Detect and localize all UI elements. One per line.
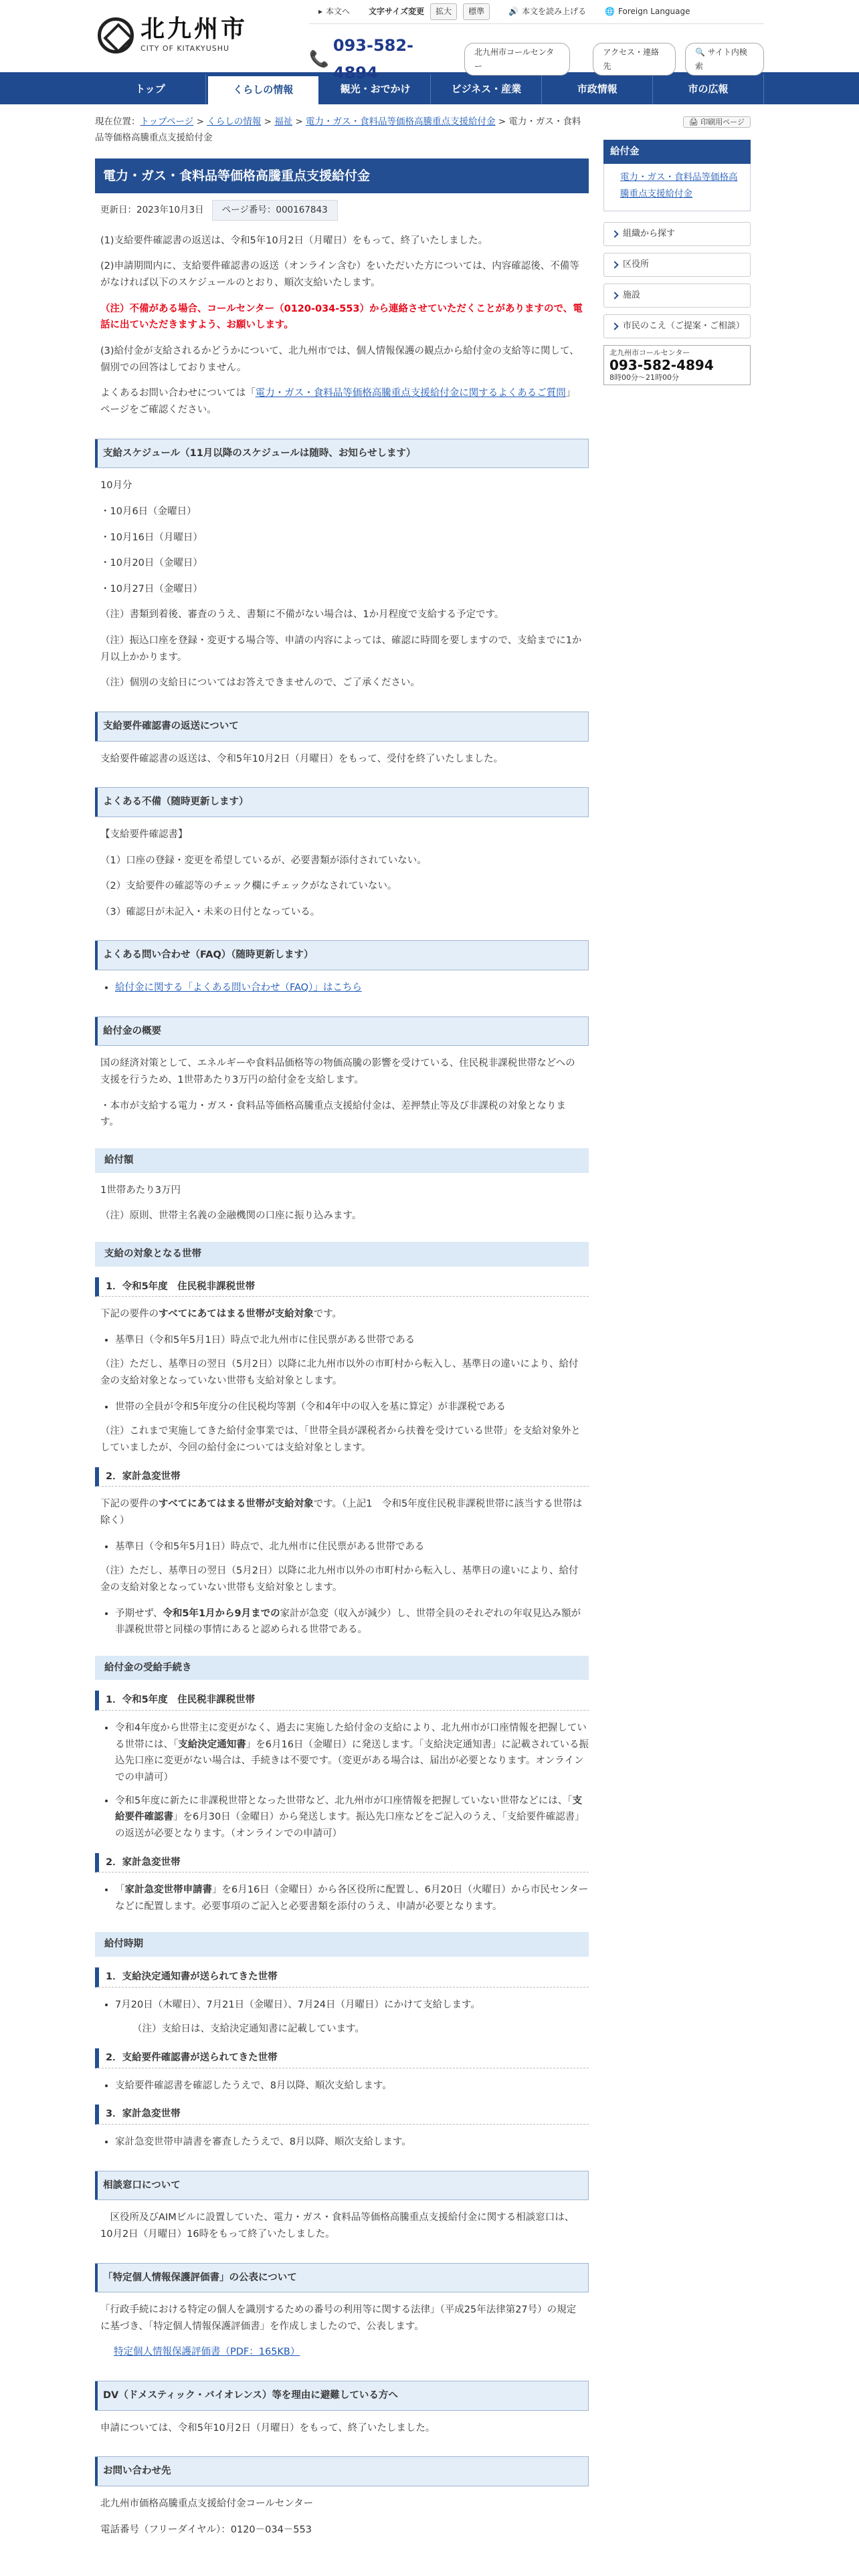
- b4b: 令和5年1月から9月までの: [163, 1608, 280, 1619]
- schedule-note: （注）振込口座を登録・変更する場合等、申請の内容によっては、確認に時間を要しますので、支給までに1か月以上かかります。: [100, 635, 582, 663]
- heading-timing-2: 2．支給要件確認書が送られてきた世帯: [95, 2048, 589, 2068]
- callcenter-button[interactable]: 北九州市コールセンター: [464, 43, 570, 76]
- faq-link[interactable]: 給付金に関する「よくある問い合わせ（FAQ）」はこちら: [115, 982, 362, 994]
- nontax-lead: [100, 1306, 583, 1323]
- sudden-list: [115, 1539, 589, 1555]
- citizen-voice-button[interactable]: 市民のこえ（ご提案・ご相談）: [603, 314, 751, 338]
- nav-pr[interactable]: 市の広報: [653, 74, 764, 104]
- fontsize-control: [359, 3, 499, 19]
- heading-counter: 相談窓口について: [95, 2171, 589, 2201]
- nontax-note: （注）これまで実施してきた給付金事業では、「世帯全員が課税者から扶養を受けている世帯」を支給対象外としていましたが、今回の給付金については支給対象とします。: [100, 1426, 581, 1454]
- schedule-month: 10月分: [100, 480, 132, 492]
- bc-link-life[interactable]: くらしの情報: [207, 116, 262, 127]
- nav-top[interactable]: トップ: [95, 74, 206, 104]
- tel-number: 093-582-4894: [332, 36, 414, 82]
- call-hours: 8時00分～21時00分: [609, 373, 679, 383]
- heading-nontax: 1．令和5年度 住民税非課税世帯: [95, 1277, 589, 1297]
- updated-date: 更新日：2023年10月3日: [100, 204, 204, 215]
- sudden-lead: [100, 1496, 583, 1529]
- defects-lead: 【支給要件確認書】: [100, 829, 188, 840]
- return-text: 支給要件確認書の返送は、令和5年10月2日（月曜日）をもって、受付を終了いたしました。: [100, 753, 504, 764]
- heading-schedule: 支給スケジュール（11月以降のスケジュールは随時、お知らせします）: [95, 439, 589, 469]
- heading-proc-nontax: 1．令和5年度 住民税非課税世帯: [95, 1691, 589, 1711]
- org-search-button[interactable]: 組織から探す: [603, 222, 751, 246]
- list-item: • 支給要件確認書を確認したうえで、8月以降、順次支給します。: [115, 2078, 589, 2095]
- list-item: • 世帯の全員が令和5年度分の住民税均等割（令和4年中の収入を基に算定）が非課税である: [115, 1399, 589, 1416]
- schedule-date: ・10月16日（月曜日）: [100, 532, 203, 543]
- amount-note: （注）原則、世帯主名義の金融機関の口座に振り込みます。: [100, 1210, 362, 1222]
- ward-office-button[interactable]: 区役所: [603, 253, 751, 277]
- fontsize-label: 文字サイズ変更: [369, 7, 425, 17]
- schedule-date: ・10月6日（金曜日）: [100, 506, 197, 517]
- skip-link[interactable]: ▸ 本文へ: [309, 5, 359, 18]
- list-item: • 基準日（令和5年5月1日）時点で、北九州市に住民票がある世帯である: [115, 1539, 589, 1555]
- timing-list: [115, 1997, 589, 2014]
- bc-link-benefit[interactable]: 電力・ガス・食料品等価格高騰重点支援給付金: [306, 116, 496, 127]
- facility-button[interactable]: 施設: [603, 284, 751, 308]
- list-item: • 7月20日（木曜日）、7月21日（金曜日）、7月24日（月曜日）にかけて支給します。: [115, 1997, 589, 2014]
- bc-lead: 現在位置：: [95, 116, 140, 127]
- list-item: [115, 1720, 589, 1786]
- heading-sudden: 2．家計急変世帯: [95, 1467, 589, 1487]
- phone-icon: 📞: [309, 49, 329, 69]
- t: 支給要件確認書: [115, 1795, 582, 1823]
- overview-text: 国の経済対策として、エネルギーや食料品価格等の物価高騰の影響を受けている、住民税非課税世帯などへの支援を行うため、1世帯あたり3万円の給付金を支給します。: [100, 1058, 575, 1086]
- proc-list-2: [115, 1882, 589, 1915]
- page-title: 電力・ガス・食料品等価格高騰重点支援給付金: [95, 158, 589, 193]
- page-meta: [100, 200, 583, 221]
- amount-text: 1世帯あたり3万円: [100, 1184, 181, 1196]
- read-label: 本文を読み上げる: [522, 7, 587, 17]
- nav-life[interactable]: くらしの情報: [206, 74, 320, 104]
- access-button[interactable]: アクセス・連絡先: [593, 43, 676, 76]
- intro-warning: （注）不備がある場合、コールセンター（0120-034-553）から連絡させていただくことがありますので、電話に出ていただきますよう、お願いします。: [100, 303, 583, 331]
- header-tel: [309, 32, 455, 87]
- intro-2: (2)申請期間内に、支給要件確認書の返送（オンライン含む）をいただいた方については、内容確認後、不備等がなければ以下のスケジュールのとおり、順次支給いたします。: [100, 261, 579, 289]
- faq-page-link[interactable]: 電力・ガス・食料品等価格高騰重点支援給付金に関するよくあるご質問: [255, 388, 566, 399]
- list-item: [115, 980, 589, 996]
- heading-eligible: 支給の対象となる世帯: [95, 1242, 589, 1267]
- list-item: [115, 1793, 589, 1842]
- heading-timing-1: 1．支給決定通知書が送られてきた世帯: [95, 1967, 589, 1988]
- t: 支給決定通知書: [178, 1739, 246, 1750]
- breadcrumb: 現在位置：トップページ > くらしの情報 > 福祉 > 電力・ガス・食料品等価格高騰重点支援給付金 > 電力・ガス・食料品等価格高騰重点支援給付金: [95, 116, 581, 144]
- heading-privacy: 「特定個人情報保護評価書」の公表について: [95, 2263, 589, 2293]
- logo-text: 北九州市: [140, 15, 248, 43]
- privacy-pdf-link[interactable]: 特定個人情報保護評価書（PDF：165KB）: [114, 2347, 300, 2358]
- print-label: 印刷用ページ: [700, 118, 745, 126]
- font-std-button[interactable]: 標準: [463, 3, 490, 19]
- heading-procedure: 給付金の受給手続き: [95, 1656, 589, 1681]
- faq-list: [115, 980, 589, 996]
- t: 」を6月30日（金曜日）から発送します。振込先口座などをご記入のうえ、「支給要件確認書」の返送が必要となります。（オンラインでの申請可）: [115, 1812, 585, 1839]
- intro-4b: 」ページをご確認ください。: [100, 388, 576, 415]
- bc-link-welfare[interactable]: 福祉: [274, 116, 293, 127]
- heading-timing-3: 3．家計急変世帯: [95, 2105, 589, 2125]
- lead-b: すべてにあてはまる世帯が支給対象: [159, 1309, 314, 1320]
- heading-dv: DV（ドメスティック・バイオレンス）等を理由に避難している方へ: [95, 2381, 589, 2411]
- heading-amount: 給付額: [95, 1148, 589, 1173]
- intro-4: [100, 385, 583, 418]
- defect-item: （2）支給要件の確認等のチェック欄にチェックがなされていない。: [100, 881, 397, 892]
- print-button[interactable]: 🖨 印刷用ページ: [683, 116, 751, 128]
- timing-list-2: [115, 2078, 589, 2095]
- sidebar: [603, 114, 751, 2547]
- callcenter-banner[interactable]: [603, 345, 751, 385]
- bc-current: 電力・ガス・食料品等価格高騰重点支援給付金: [95, 116, 581, 144]
- main-content: [95, 114, 589, 2547]
- schedule-date: ・10月20日（金曜日）: [100, 558, 203, 569]
- heading-timing: 給付時期: [95, 1932, 589, 1957]
- intro-4a: よくあるお問い合わせについては「: [100, 388, 256, 399]
- sudden-list-2: [115, 1606, 589, 1638]
- list-item: • 家計急変世帯申請書を審査したうえで、8月以降、順次支給します。: [115, 2134, 589, 2151]
- privacy-text: 「行政手続における特定の個人を識別するための番号の利用等に関する法律」（平成25年法律第27号）の規定に基づき、「特定個人情報保護評価書」を作成しましたので、公表します。: [100, 2304, 577, 2332]
- nav-city[interactable]: 市政情報: [542, 74, 653, 104]
- site-logo[interactable]: [98, 16, 248, 55]
- b4c: 家計が急変（収入が減少）し、世帯全員のそれぞれの年収見込み額が非課税世帯と同様の事情にあると認められる世帯である。: [115, 1608, 581, 1636]
- heading-defects: よくある不備（随時更新します）: [95, 787, 589, 817]
- heading-overview: 給付金の概要: [95, 1016, 589, 1047]
- intro-1: (1)支給要件確認書の返送は、令和5年10月2日（月曜日）をもって、終了いたしました。: [100, 235, 488, 246]
- timing-list-3: [115, 2134, 589, 2151]
- defect-item: （3）確認日が未記入・未来の日付となっている。: [100, 906, 320, 918]
- t: 令和5年度に新たに非課税世帯となった世帯など、北九州市が口座情報を把握していない世帯などには、「: [115, 1795, 573, 1806]
- list-item: • 基準日（令和5年5月1日）時点で北九州市に住民票がある世帯である: [115, 1332, 589, 1349]
- bc-link-top[interactable]: トップページ: [140, 116, 194, 127]
- list-item: [115, 1882, 589, 1915]
- list-item: [115, 1606, 589, 1638]
- lead-a: 下記の要件の: [100, 1499, 159, 1510]
- defect-item: （1）口座の登録・変更を希望しているが、必要書類が添付されていない。: [100, 855, 427, 866]
- font-large-button[interactable]: 拡大: [430, 3, 457, 19]
- t: 令和4年度から世帯主に変更がなく、過去に実施した給付金の支給により、北九州市が口座情報を把握している世帯には、「: [115, 1723, 587, 1750]
- schedule-note: （注）書類到着後、審査のうえ、書類に不備がない場合は、1か月程度で支給する予定です。: [100, 609, 504, 621]
- utility-bar: [309, 0, 764, 24]
- heading-contact: お問い合わせ先: [95, 2456, 589, 2486]
- heading-proc-sudden: 2．家計急変世帯: [95, 1853, 589, 1873]
- header-sub: [309, 32, 764, 87]
- intro-3: (3)給付金が支給されるかどうかについて、北九州市では、個人情報保護の観点から給付金の支給等に関して、個別での回答はしておりません。: [100, 346, 579, 373]
- overview-text: ・本市が支給する電力・ガス・食料品等価格高騰重点支援給付金は、差押禁止等及び非課税の対象となります。: [100, 1100, 566, 1128]
- t: 家計急変世帯申請書: [124, 1885, 212, 1896]
- heading-return: 支給要件確認書の返送について: [95, 712, 589, 742]
- search-label: サイト内検索: [695, 47, 747, 71]
- city-emblem-icon: [98, 17, 134, 53]
- sudden-note: （注）ただし、基準日の翌日（5月2日）以降に北九州市以外の市町村から転入し、基準日の違いにより、給付金の支給対象となっていない世帯も支給対象とします。: [100, 1566, 579, 1593]
- dv-text: 申請については、令和5年10月2日（月曜日）をもって、終了いたしました。: [100, 2422, 436, 2434]
- site-search-button[interactable]: 🔍 サイト内検索: [685, 43, 764, 76]
- sidebar-heading: 給付金: [603, 140, 751, 165]
- t: 」を6月16日（金曜日）から各区役所に配置し、6月20日（火曜日）から市民センターなどに配置します。必要事項のご記入と必要書類を添付のうえ、申請が必要となります。: [115, 1885, 589, 1912]
- logo-en: CITY OF KITAKYUSHU: [140, 43, 230, 53]
- proc-list: [115, 1720, 589, 1842]
- page-number: ページ番号：000167843: [212, 200, 338, 221]
- skip-label: 本文へ: [326, 7, 351, 17]
- t: 」を6月16日（金曜日）に発送します。「支給決定通知書」に記載されている振込先口座に変更がない場合は、手続きは不要です。（変更がある場合は、届出が必要となります。オンラインでの申請可）: [115, 1739, 589, 1783]
- t: 「: [115, 1885, 125, 1896]
- schedule-note: （注）個別の支給日についてはお答えできませんので、ご了承ください。: [100, 677, 420, 689]
- lead-b: すべてにあてはまる世帯が支給対象: [159, 1499, 314, 1510]
- sidebar-nav: [603, 164, 751, 211]
- nav-business[interactable]: ビジネス・産業: [431, 74, 542, 104]
- nontax-list: [115, 1332, 589, 1349]
- contact-tel: 電話番号（フリーダイヤル）：0120－034－553: [100, 2524, 312, 2535]
- foreign-label: Foreign Language: [618, 7, 690, 17]
- contact-name: 北九州市価格高騰重点支援給付金コールセンター: [100, 2498, 314, 2509]
- nontax-list-2: [115, 1399, 589, 1416]
- schedule-date: ・10月27日（金曜日）: [100, 583, 203, 595]
- site-header: [95, 0, 764, 82]
- call-tel: 093-582-4894: [609, 357, 714, 374]
- timing-note: （注）支給日は、支給決定通知書に記載しています。: [132, 2024, 365, 2035]
- b4a: 予期せず、: [115, 1608, 163, 1619]
- lead-c: です。（上記1 令和5年度住民税非課税世帯に該当する世帯は除く）: [100, 1499, 583, 1526]
- call-lead: 北九州市コールセンター: [609, 348, 690, 357]
- nav-tourism[interactable]: 観光・おでかけ: [320, 74, 432, 104]
- sidebar-item-benefit[interactable]: 電力・ガス・食料品等価格高騰重点支援給付金: [620, 172, 738, 199]
- lead-c: です。: [313, 1309, 343, 1320]
- nontax-note: （注）ただし、基準日の翌日（5月2日）以降に北九州市以外の市町村から転入し、基準日の違いにより、給付金の支給対象となっていない世帯も支給対象とします。: [100, 1359, 579, 1387]
- read-aloud-button[interactable]: 🔊 本文を読み上げる: [499, 5, 595, 18]
- foreign-language-button[interactable]: 🌐 Foreign Language: [595, 5, 699, 18]
- heading-faq: よくある問い合わせ（FAQ）（随時更新します）: [95, 940, 589, 970]
- counter-text: 区役所及びAIMビルに設置していた、電力・ガス・食料品等価格高騰重点支援給付金に関する相談窓口は、10月2日（月曜日）16時をもって終了いたしました。: [100, 2212, 575, 2240]
- lead-a: 下記の要件の: [100, 1309, 159, 1320]
